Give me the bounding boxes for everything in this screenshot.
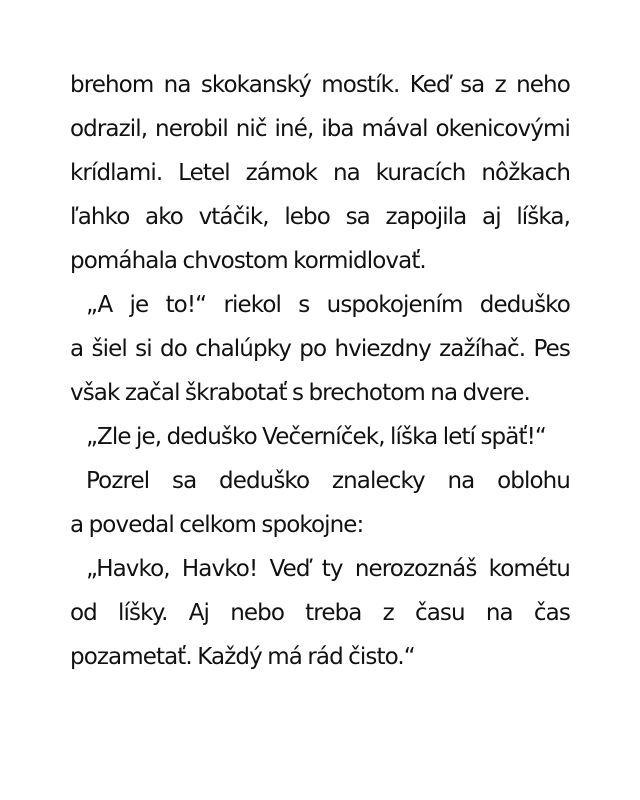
text-line: „A je to!“ riekol s uspokojením deduško <box>86 292 570 318</box>
text-line: pozametať. Každý má rád čisto.“ <box>70 644 415 670</box>
text-line: od líšky. Aj nebo treba z času na čas <box>70 600 570 626</box>
paragraph <box>70 459 570 547</box>
text-line: a povedal celkom spokojne: <box>70 512 364 538</box>
text-line: krídlami. Letel zámok na kuracích nôžkach <box>70 160 570 186</box>
paragraph <box>70 63 570 283</box>
text-line: ľahko ako vtáčik, lebo sa zapojila aj líška, <box>70 204 570 230</box>
book-page <box>70 63 570 679</box>
text-line: a šiel si do chalúpky po hviezdny zažíhač. Pes <box>70 336 570 362</box>
text-line: „Zle je, deduško Večerníček, líška letí späť!“ <box>86 424 546 450</box>
text-line: pomáhala chvostom kormidlovať. <box>70 248 426 274</box>
text-line: Pozrel sa deduško znalecky na oblohu <box>86 468 570 494</box>
text-line: odrazil, nerobil nič iné, iba mával okenicovými <box>70 116 570 142</box>
paragraph <box>70 547 570 679</box>
text-line: však začal škrabotať s brechotom na dvere. <box>70 380 530 406</box>
paragraph <box>70 415 570 459</box>
paragraph <box>70 283 570 415</box>
text-line: „Havko, Havko! Veď ty nerozoznáš kométu <box>86 556 570 582</box>
text-line: brehom na skokanský mostík. Keď sa z neho <box>70 72 570 98</box>
